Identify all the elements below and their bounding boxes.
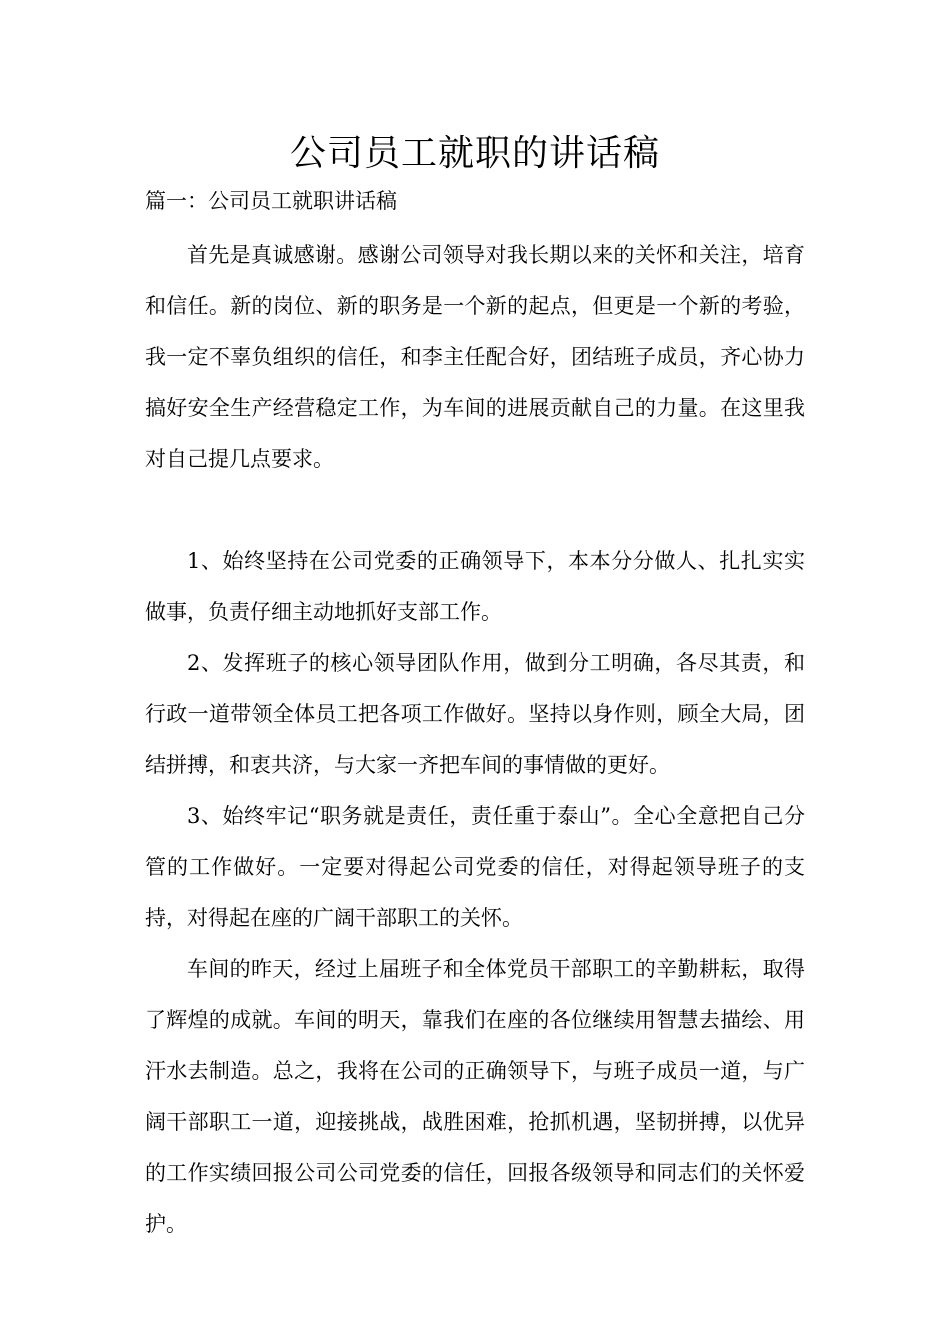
paragraph-point-1: 1、始终坚持在公司党委的正确领导下，本本分分做人、扎扎实实做事，负责仔细主动地抓好支部工作。 — [145, 549, 805, 624]
paragraph-point-2: 2、发挥班子的核心领导团队作用，做到分工明确，各尽其责，和行政一道带领全体员工把各项工作做好。坚持以身作则，顾全大局，团结拼搏，和衷共济，与大家一齐把车间的事情做的更好。 — [145, 651, 805, 777]
paragraph-point-3: 3、始终牢记“职务就是责任，责任重于泰山”。全心全意把自己分管的工作做好。一定要对得起公司党委的信任，对得起领导班子的支持，对得起在座的广阔干部职工的关怀。 — [145, 804, 805, 930]
paragraph-conclusion: 车间的昨天，经过上届班子和全体党员干部职工的辛勤耕耘，取得了辉煌的成就。车间的明天，靠我们在座的各位继续用智慧去描绘、用汗水去制造。总之，我将在公司的正确领导下，与班子成员一道，与广阔干部职工一道，迎接挑战，战胜困难，抢抓机遇，坚韧拼搏，以优异的工作实绩回报公司公司党委的信任，回报各级领导和同志们的关怀爱护。 — [145, 957, 805, 1236]
paragraph-spacer — [145, 485, 805, 536]
document-title: 公司员工就职的讲话稿 — [289, 133, 660, 174]
section-heading: 篇一：公司员工就职讲话稿 — [145, 189, 397, 213]
paragraph-intro: 首先是真诚感谢。感谢公司领导对我长期以来的关怀和关注，培育和信任。新的岗位、新的职务是一个新的起点，但更是一个新的考验，我一定不辜负组织的信任，和李主任配合好，团结班子成员，齐心协力搞好安全生产经营稳定工作，为车间的进展贡献自己的力量。在这里我对自己提几点要求。 — [145, 243, 805, 471]
